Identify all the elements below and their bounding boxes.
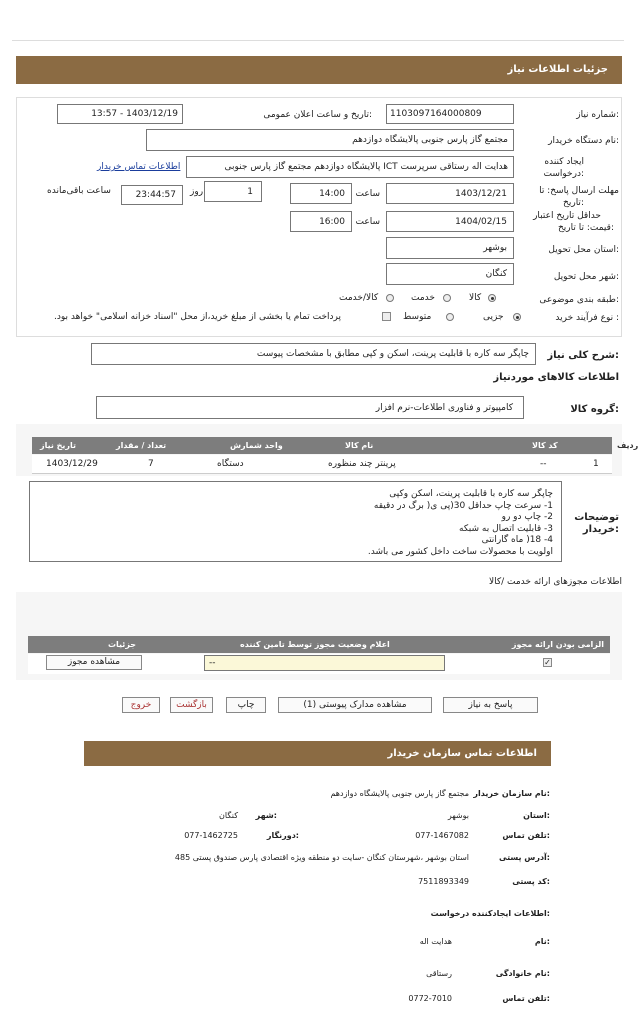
cell-unit: دستگاه [217,459,244,469]
notes-line: 3- قابلیت اتصال به شبکه [459,523,553,534]
validity-date-value: 1404/02/15 [455,217,507,227]
cell-name: پرینتر چند منظوره [328,459,396,469]
licenses-table-header [28,636,610,653]
category-label: طبقه بندی موضوعی: [539,295,619,305]
process-partial-label: جزیی [483,312,504,322]
top-divider [12,40,624,41]
cell-code: -- [540,459,547,469]
category-goods-label: کالا [469,293,482,303]
days-field[interactable] [204,181,262,202]
contact-address-label: آدرس پستی: [499,853,550,862]
lic-col-required: الزامی بودن ارائه مجوز [511,640,604,649]
validity-time-field[interactable] [290,211,352,232]
need-number-value: 1103097164000809 [390,109,482,119]
col-unit: واحد شمارش [230,441,283,450]
validity-time-label: ساعت [355,217,380,227]
summary-field[interactable] [91,343,536,365]
print-button[interactable]: چاپ [226,697,266,713]
buyer-contact-link[interactable]: اطلاعات تماس خریدار [97,162,181,172]
city-value: کنگان [485,269,507,279]
city-label: شهر محل تحویل: [553,272,619,282]
validity-label-1: حداقل تاریخ اعتبار [533,211,601,221]
category-both-radio[interactable] [386,294,394,302]
province-field[interactable] [386,237,514,259]
creator-label-1: ایجاد کننده [544,157,584,167]
payment-note: پرداخت تمام یا بخشی از مبلغ خرید،از محل "اسناد خزانه اسلامی" خواهد بود. [54,312,342,322]
days-label: روز [190,187,204,197]
cell-date: 1403/12/29 [46,459,98,469]
contact-fax-value: 077-1462725 [184,831,238,840]
contact-city-label: شهر: [255,811,277,820]
announce-label: تاریخ و ساعت اعلان عمومی: [263,110,372,120]
items-table-header [32,437,638,454]
reply-deadline-label-2: تاریخ: [563,198,584,208]
announce-value: 1403/12/19 - 13:57 [91,109,178,119]
creator-family-value: رستاقی [426,969,452,978]
notes-line: اولویت با محصولات ساخت داخل کشور می باشد. [367,546,553,557]
page-title: جزئیات اطلاعات نیاز [507,64,608,75]
category-service-label: خدمت [411,293,435,303]
contact-address-value: استان بوشهر ،شهرستان کنگان -سایت دو منطقه ویژه اقتصادی پارس صندوق پستی 485 [174,853,469,862]
license-status-value: -- [209,658,216,668]
back-button[interactable]: بازگشت [170,697,213,713]
process-medium-label: متوسط [403,312,432,322]
notes-line: چاپگر سه کاره با قابلیت پرینت، اسکن وکپی [389,489,553,499]
contact-province-label: استان: [523,811,550,820]
creator-field[interactable] [186,156,514,178]
payment-checkbox[interactable] [382,312,391,321]
process-partial-radio[interactable] [513,313,521,321]
buyer-org-field[interactable] [146,129,514,151]
col-qty: تعداد / مقدار [116,441,167,450]
creator-name-label: نام: [534,937,550,946]
group-value: کامپیوتر و فناوری اطلاعات-نرم افزار [375,403,513,413]
col-row: ردیف [617,441,638,450]
creator-phone-label: تلفن تماس: [502,994,550,1003]
attachments-button[interactable]: مشاهده مدارک پیوستی (1) [278,697,432,713]
lic-col-details: جزئیات [108,640,137,649]
view-license-button[interactable]: مشاهده مجوز [46,655,142,670]
reply-date-field[interactable] [386,183,514,204]
contact-postal-value: 7511893349 [418,877,469,886]
reply-deadline-label-1: مهلت ارسال پاسخ: تا [539,186,619,196]
remaining-time-label: ساعت باقی‌مانده [47,186,111,196]
col-code: کد کالا [532,441,558,450]
reply-button[interactable]: پاسخ به نیاز [443,697,538,713]
creator-name-value: هدایت اله [419,937,452,946]
category-service-radio[interactable] [443,294,451,302]
contact-postal-label: کد پستی: [512,877,550,886]
announce-field[interactable] [57,104,183,124]
group-label: گروه کالا: [570,404,619,415]
page-header [16,56,622,84]
validity-time-value: 16:00 [319,217,345,227]
remaining-time-value: 23:44:57 [135,190,176,200]
cell-qty: 7 [148,459,154,469]
need-number-field[interactable] [386,104,514,124]
creator-info-title: اطلاعات ایجادکننده درخواست: [430,909,550,918]
process-label: نوع فرآیند خرید : [555,313,619,323]
cell-row: 1 [593,459,599,469]
contact-phone-value: 077-1467082 [415,831,469,840]
license-status-field[interactable] [204,655,445,671]
category-both-label: کالا/خدمت [339,293,379,303]
remaining-time-field[interactable] [121,185,183,205]
creator-value: هدایت اله رستاقی سرپرست ICT پالایشگاه دوازدهم مجتمع گاز پارس جنوبی [224,162,508,172]
buyer-notes-label-1: توضیحات [574,512,619,523]
province-label: استان محل تحویل: [548,245,619,255]
need-number-label: شماره نیاز: [576,110,619,120]
notes-line: 4- 18( ماه گارانتی [481,535,553,545]
buyer-org-value: مجتمع گاز پارس جنوبی پالایشگاه دوازدهم [352,135,508,145]
contact-province-value: بوشهر [447,811,469,820]
col-name: نام کالا [345,441,374,450]
reply-time-label: ساعت [355,189,380,199]
creator-family-label: نام خانوادگی: [495,969,550,978]
licenses-title: اطلاعات مجوزهای ارائه خدمت /کالا [488,577,622,587]
validity-date-field[interactable] [386,211,514,232]
exit-button[interactable]: خروج [122,697,160,713]
process-medium-radio[interactable] [446,313,454,321]
validity-label-2: قیمت: تا تاریخ: [557,223,614,233]
contact-city-value: کنگان [219,811,238,820]
contact-phone-label: تلفن تماس: [502,831,550,840]
creator-label-2: درخواست: [543,169,584,179]
table-row[interactable] [32,455,612,474]
col-date: تاریخ نیاز [40,441,77,450]
category-goods-radio[interactable] [488,294,496,302]
goods-info-title: اطلاعات کالاهای موردنیاز [493,372,619,383]
province-value: بوشهر [483,243,507,253]
days-value: 1 [247,187,253,197]
contact-org-value: مجتمع گاز پارس جنوبی پالایشگاه دوازدهم [330,789,469,798]
buyer-org-label: نام دستگاه خریدار: [548,136,619,146]
buyer-notes-label-2: خریدار: [582,524,619,535]
reply-date-value: 1403/12/21 [455,189,507,199]
reply-time-value: 14:00 [319,189,345,199]
contact-fax-label: دورنگار: [266,831,299,840]
buyer-notes-box[interactable] [29,481,562,562]
reply-time-field[interactable] [290,183,352,204]
license-required-checkbox[interactable]: ✓ [544,658,551,667]
summary-label: شرح کلی نیاز: [547,350,619,361]
contact-org-label: نام سازمان خریدار: [473,789,550,798]
lic-col-status: اعلام وضعیت مجوز توسط تامین کننده [240,640,390,649]
contact-header [84,741,551,766]
summary-value: چاپگر سه کاره با قابلیت پرینت، اسکن و کپی مطابق با مشخصات پیوست [256,349,529,359]
city-field[interactable] [386,263,514,285]
creator-phone-value: 0772-7010 [408,994,452,1003]
group-field[interactable] [96,396,524,419]
notes-line: 1- سرعت چاپ حداقل 30(پی ی( برگ در دقیقه [373,500,553,511]
contact-title: اطلاعات تماس سازمان خریدار [387,748,537,759]
notes-line: 2- چاپ دو رو [501,512,553,522]
